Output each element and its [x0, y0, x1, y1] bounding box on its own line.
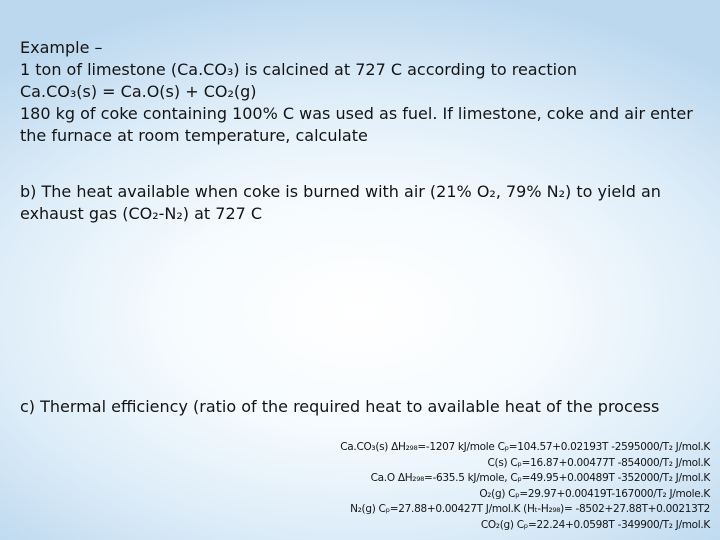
part-b-line-1: b) The heat available when coke is burned with air (21% O₂, 79% N₂) to yield an: [20, 182, 661, 201]
reaction-equation: Ca.CO₃(s) = Ca.O(s) + CO₂(g): [20, 82, 257, 101]
data-line-o2: O₂(g) Cₚ=29.97+0.00419T-167000/T₂ J/mole.K: [479, 487, 710, 500]
part-b-paragraph: [20, 181, 706, 225]
example-heading: Example –: [20, 38, 103, 57]
data-line-c: C(s) Cₚ=16.87+0.00477T -854000/T₂ J/mol.K: [487, 456, 710, 469]
problem-line-1: 1 ton of limestone (Ca.CO₃) is calcined at 727 C according to reaction: [20, 60, 578, 79]
part-b-line-2: exhaust gas (CO₂-N₂) at 727 C: [20, 204, 263, 223]
part-c-paragraph: [20, 396, 706, 418]
data-line-co2: CO₂(g) Cₚ=22.24+0.0598T -349900/T₂ J/mol.K: [480, 518, 710, 531]
thermo-data-block: [340, 440, 710, 534]
problem-line-4: the furnace at room temperature, calculate: [20, 126, 368, 145]
part-c-line: c) Thermal efficiency (ratio of the required heat to available heat of the process: [20, 397, 660, 416]
example-paragraph: [20, 37, 706, 147]
data-line-caco3: Ca.CO₃(s) ΔH₂₉₈=-1207 kJ/mole Cₚ=104.57+0.02193T -2595000/T₂ J/mol.K: [340, 441, 710, 453]
problem-line-3: 180 kg of coke containing 100% C was used as fuel. If limestone, coke and air enter: [20, 104, 693, 123]
data-line-n2: N₂(g) Cₚ=27.88+0.00427T J/mol.K (Hₜ-H₂₉₈)= -8502+27.88T+0.00213T2: [350, 503, 710, 516]
data-line-cao: Ca.O ΔH₂₉₈=-635.5 kJ/mole, Cₚ=49.95+0.00489T -352000/T₂ J/mol.K: [370, 472, 710, 485]
